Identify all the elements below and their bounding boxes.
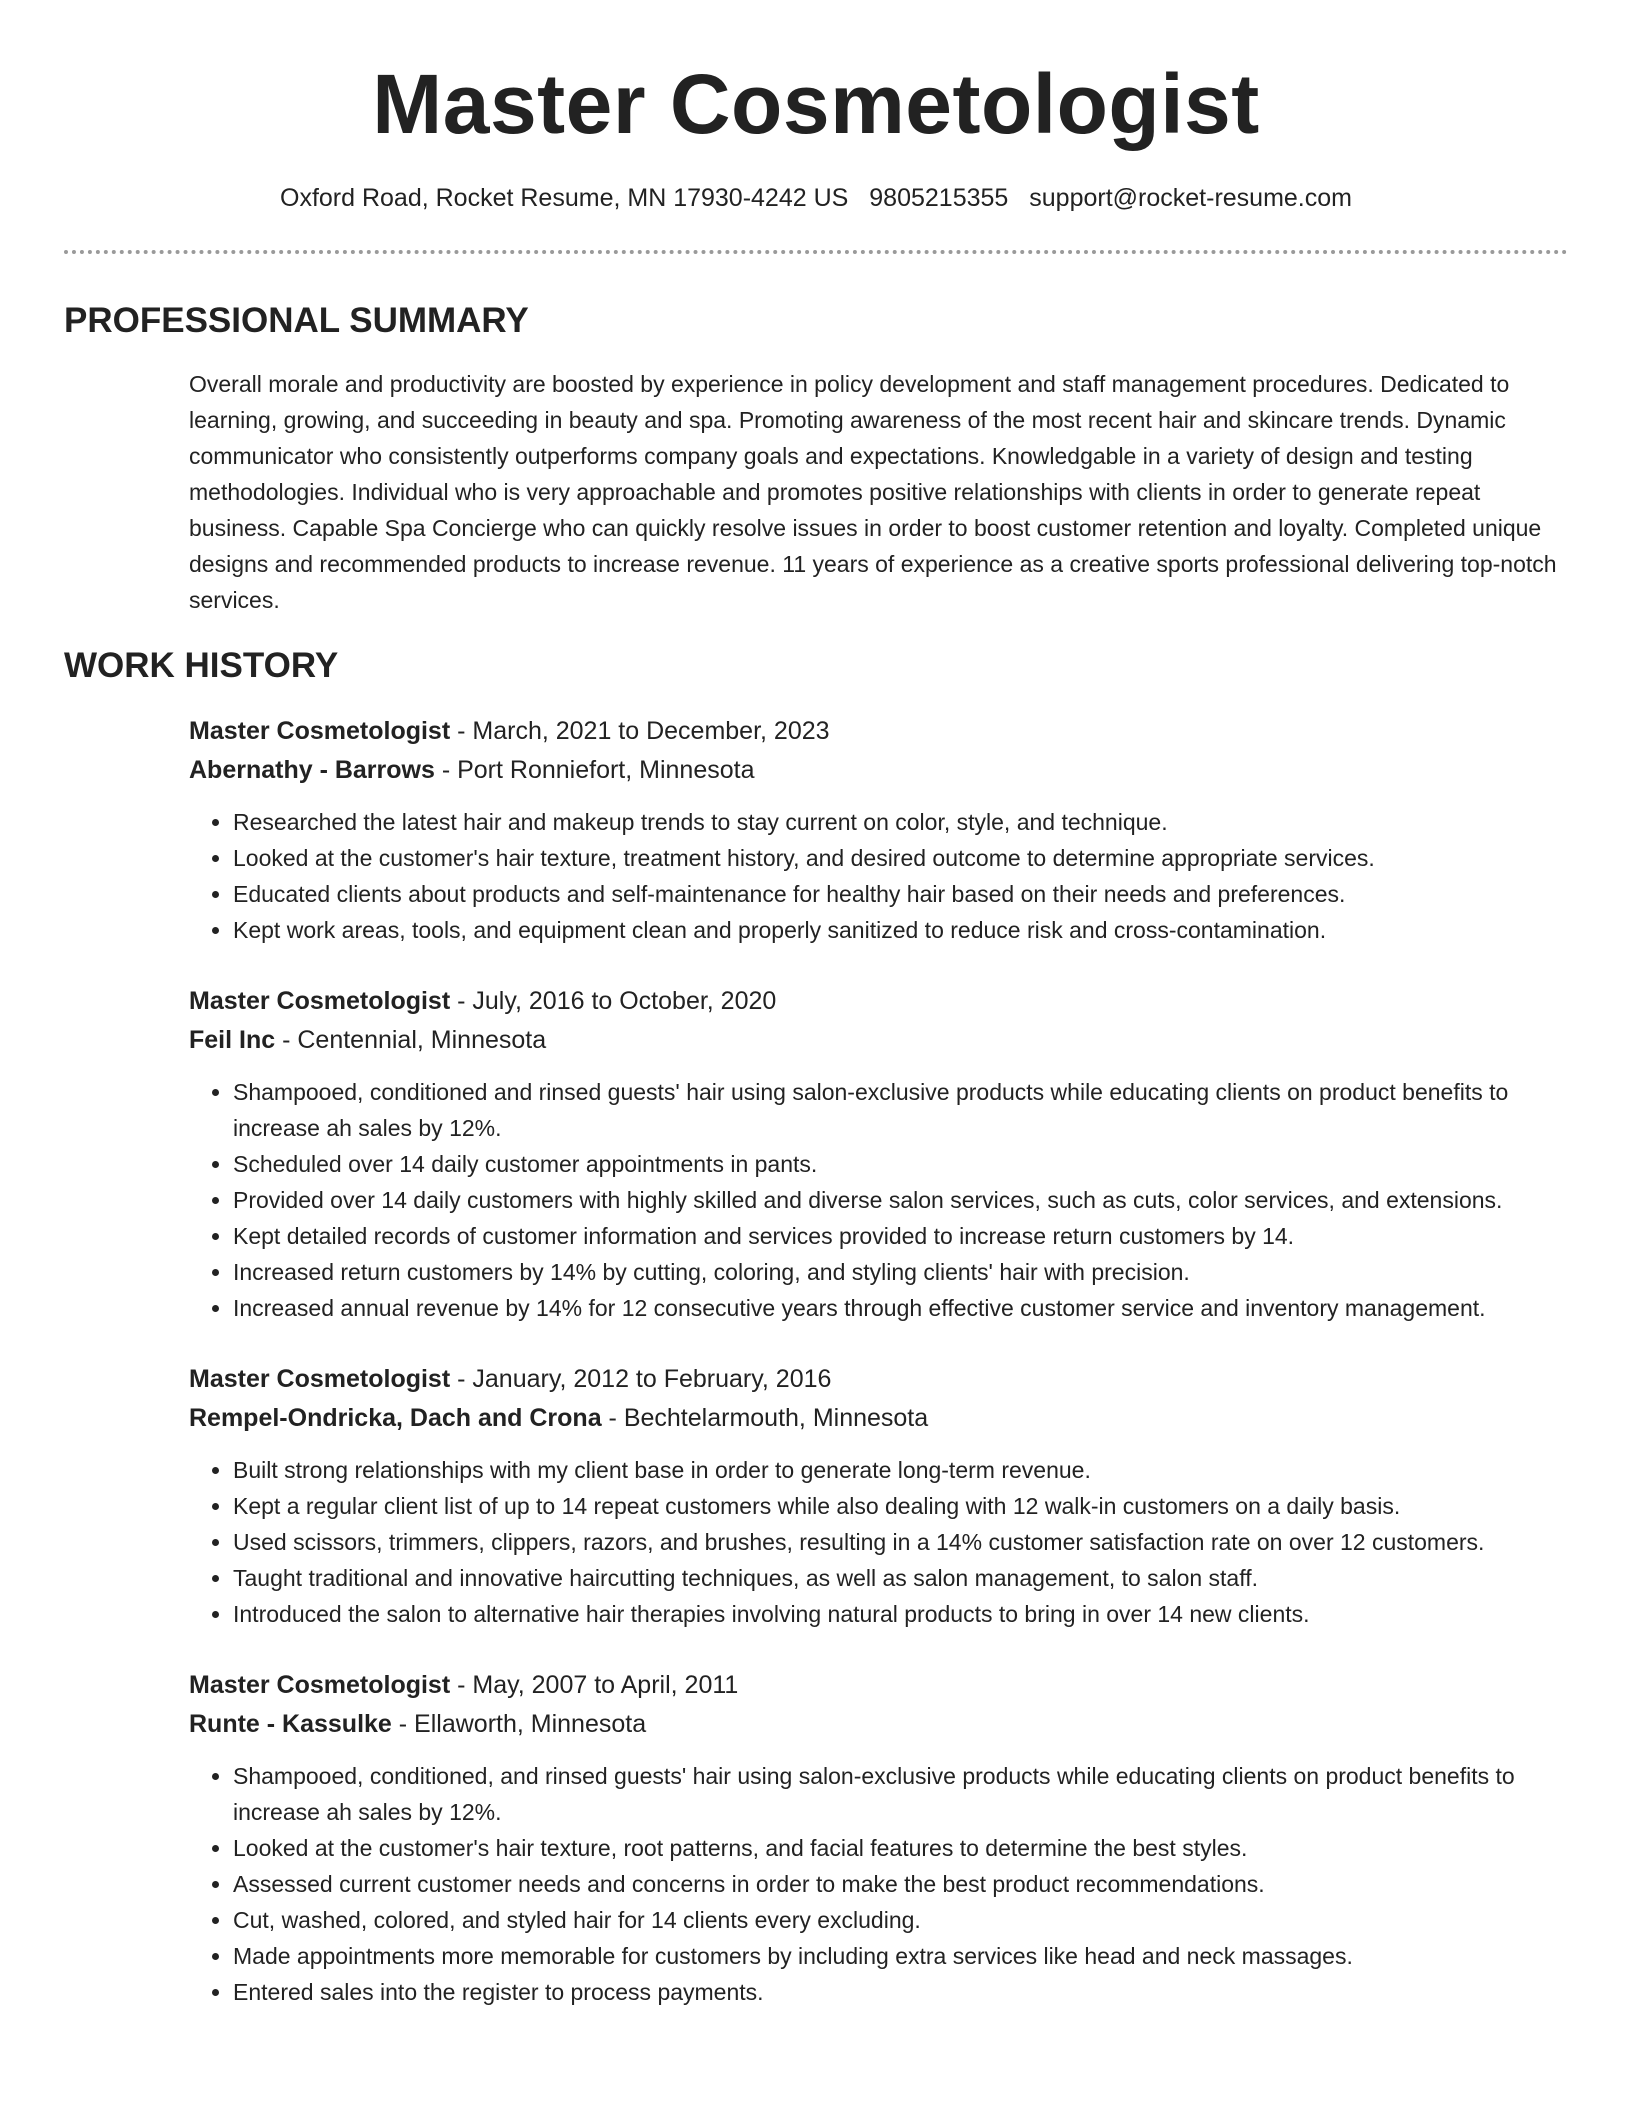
job-title-line: [189, 712, 1568, 751]
job-bullets: [189, 804, 1568, 948]
job-bullet: • Kept a regular client list of up to 14 repeat customers while also dealing with 12 walk-in customers on a daily basis.: [233, 1488, 1568, 1524]
summary-text: Overall morale and productivity are boosted by experience in policy development and staff management procedures. Dedicated to learning, growing, and succeeding in beauty and spa. Promoting awareness of the most recent hair and skincare trends. Dynamic communicator who consistently outperforms company goals and expectations. Knowledgable in a variety of design and testing methodologies. Individual who is very approachable and promotes positive relationships with clients in order to generate repeat business. Capable Spa Concierge who can quickly resolve issues in order to boost customer retention and loyalty. Completed unique designs and recommended products to increase revenue. 11 years of experience as a creative sports professional delivering top-notch services.: [189, 371, 1557, 613]
job-title-line: [189, 1666, 1568, 1705]
job-company-line: [189, 751, 1568, 790]
job-entry: [189, 982, 1568, 1326]
job-bullet: • Taught traditional and innovative haircutting techniques, as well as salon management, to salon staff.: [233, 1560, 1568, 1596]
job-title: Master Cosmetologist: [189, 987, 451, 1015]
work-history-list: [189, 712, 1568, 2044]
job-bullet: • Made appointments more memorable for customers by including extra services like head and neck massages.: [233, 1938, 1568, 1974]
summary-heading: PROFESSIONAL SUMMARY: [64, 301, 529, 340]
job-bullet: • Shampooed, conditioned and rinsed guests' hair using salon-exclusive products while educating clients on product benefits to increase ah sales by 12%.: [233, 1074, 1568, 1146]
job-location: - Ellaworth, Minnesota: [391, 1710, 647, 1738]
job-bullet: • Increased return customers by 14% by cutting, coloring, and styling clients' hair with precision.: [233, 1254, 1568, 1290]
job-bullet: • Entered sales into the register to process payments.: [233, 1974, 1568, 2010]
job-bullet: • Kept work areas, tools, and equipment clean and properly sanitized to reduce risk and cross-contamination.: [233, 912, 1568, 948]
job-bullet: • Looked at the customer's hair texture, root patterns, and facial features to determine the best styles.: [233, 1830, 1568, 1866]
contact-email: support@rocket-resume.com: [1029, 184, 1352, 212]
job-location: - Centennial, Minnesota: [275, 1026, 547, 1054]
job-bullet: • Provided over 14 daily customers with highly skilled and diverse salon services, such as cuts, color services, and extensions.: [233, 1182, 1568, 1218]
job-company-line: [189, 1399, 1568, 1438]
job-title-line: [189, 1360, 1568, 1399]
job-entry: [189, 712, 1568, 948]
job-dates: - January, 2012 to February, 2016: [450, 1365, 832, 1393]
job-location: - Port Ronniefort, Minnesota: [434, 756, 755, 784]
work-history-heading: WORK HISTORY: [64, 646, 339, 685]
job-bullet: • Researched the latest hair and makeup trends to stay current on color, style, and technique.: [233, 804, 1568, 840]
job-company: Abernathy - Barrows: [189, 756, 435, 784]
job-title: Master Cosmetologist: [189, 1365, 451, 1393]
job-bullet: • Cut, washed, colored, and styled hair for 14 clients every excluding.: [233, 1902, 1568, 1938]
job-bullets: [189, 1452, 1568, 1632]
job-bullet: • Looked at the customer's hair texture, treatment history, and desired outcome to determine appropriate services.: [233, 840, 1568, 876]
contact-address: Oxford Road, Rocket Resume, MN 17930-4242 US: [280, 184, 849, 212]
job-dates: - July, 2016 to October, 2020: [450, 987, 777, 1015]
job-bullets: [189, 1074, 1568, 1326]
job-bullet: • Used scissors, trimmers, clippers, razors, and brushes, resulting in a 14% customer satisfaction rate on over 12 customers.: [233, 1524, 1568, 1560]
job-dates: - May, 2007 to April, 2011: [450, 1671, 739, 1699]
job-dates: - March, 2021 to December, 2023: [450, 717, 830, 745]
job-entry: [189, 1360, 1568, 1632]
job-company: Rempel-Ondricka, Dach and Crona: [189, 1404, 602, 1432]
job-bullet: • Shampooed, conditioned, and rinsed guests' hair using salon-exclusive products while educating clients on product benefits to increase ah sales by 12%.: [233, 1758, 1568, 1830]
header-divider: [64, 250, 1568, 254]
job-bullet: • Educated clients about products and self-maintenance for healthy hair based on their needs and preferences.: [233, 876, 1568, 912]
job-location: - Bechtelarmouth, Minnesota: [601, 1404, 929, 1432]
job-title: Master Cosmetologist: [189, 717, 451, 745]
contact-phone: 9805215355: [869, 184, 1009, 212]
job-entry: [189, 1666, 1568, 2010]
job-bullet: • Scheduled over 14 daily customer appointments in pants.: [233, 1146, 1568, 1182]
job-bullet: • Increased annual revenue by 14% for 12 consecutive years through effective customer service and inventory management.: [233, 1290, 1568, 1326]
job-title-line: [189, 982, 1568, 1021]
job-bullet: • Kept detailed records of customer information and services provided to increase return customers by 14.: [233, 1218, 1568, 1254]
job-company: Runte - Kassulke: [189, 1710, 392, 1738]
job-bullets: [189, 1758, 1568, 2010]
job-company-line: [189, 1021, 1568, 1060]
job-title: Master Cosmetologist: [189, 1671, 451, 1699]
job-bullet: • Introduced the salon to alternative hair therapies involving natural products to bring in over 14 new clients.: [233, 1596, 1568, 1632]
job-bullet: • Built strong relationships with my client base in order to generate long-term revenue.: [233, 1452, 1568, 1488]
resume-name: Master Cosmetologist: [372, 57, 1260, 151]
job-company: Feil Inc: [189, 1026, 276, 1054]
contact-line: [0, 180, 1632, 216]
job-bullet: • Assessed current customer needs and concerns in order to make the best product recommendations.: [233, 1866, 1568, 1902]
job-company-line: [189, 1705, 1568, 1744]
